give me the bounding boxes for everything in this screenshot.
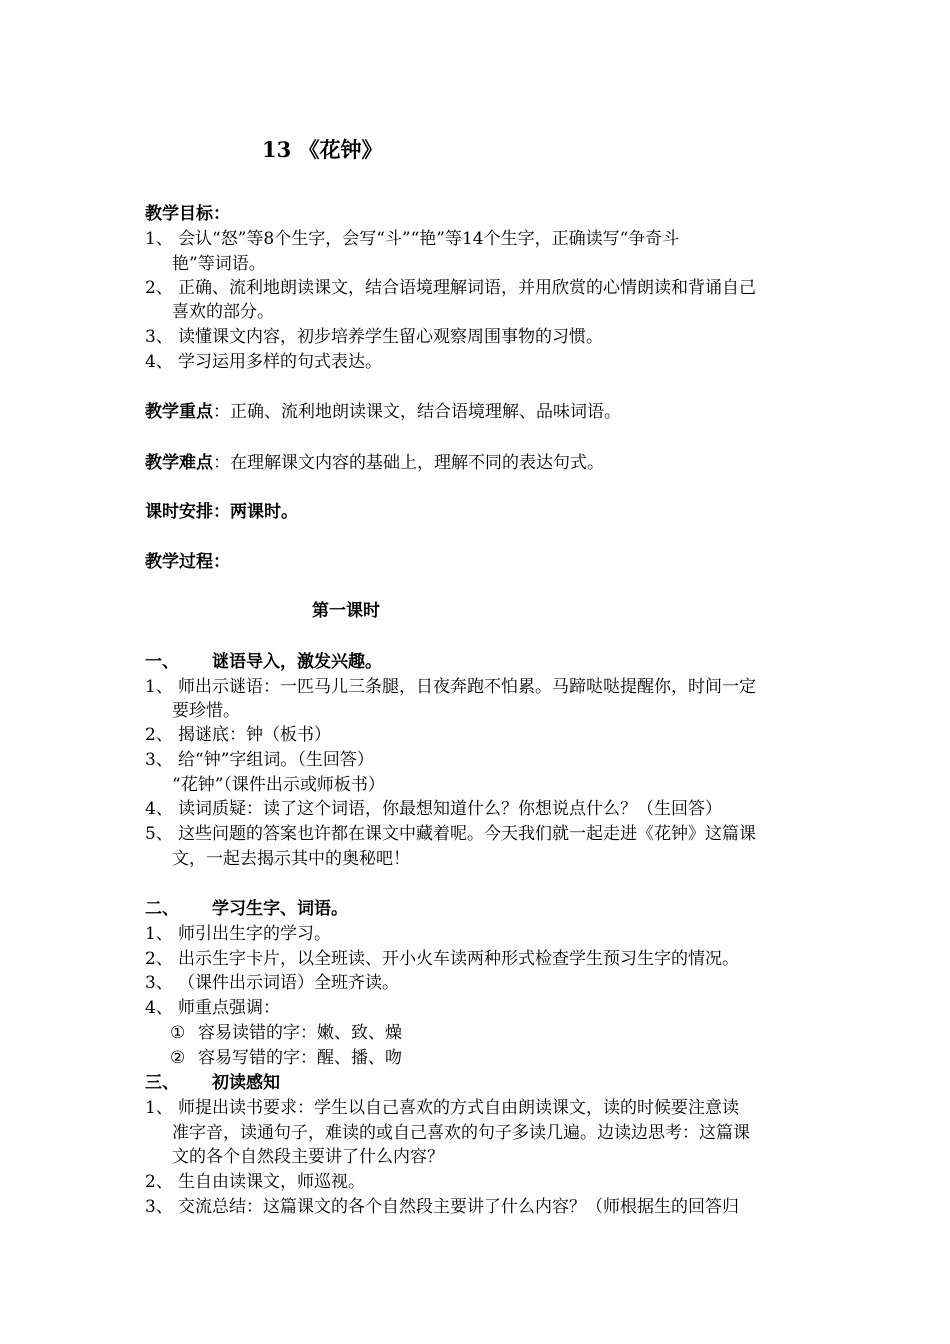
document-title: 13 《花钟》 <box>262 137 383 162</box>
key-point <box>145 400 621 425</box>
section3-item-text-cont: 文的各个自然段主要讲了什么内容？ <box>172 1147 444 1167</box>
section2-item-text: 师引出生字的学习。 <box>178 924 331 944</box>
section2-num: 二、 <box>145 899 179 919</box>
section1-item-num: 3、 <box>145 750 173 770</box>
section2-item-num: 1、 <box>145 924 173 944</box>
section2-subitem-text: 容易写错的字：醒、播、吻 <box>198 1048 402 1068</box>
difficulty-label: 教学难点 <box>145 453 213 473</box>
section3-item-text-cont: 准字音，读通句子，难读的或自己喜欢的句子多读几遍。边读边思考：这篇课 <box>172 1123 750 1143</box>
difficulty-text: ：在理解课文内容的基础上，理解不同的表达句式。 <box>213 453 604 473</box>
section2-title: 学习生字、词语。 <box>212 899 348 919</box>
section3-item-num: 3、 <box>145 1197 173 1217</box>
objective-text: 学习运用多样的句式表达。 <box>178 352 382 372</box>
section1-item-text: 读词质疑：读了这个词语，你最想知道什么？你想说点什么？（生回答） <box>178 799 722 819</box>
section3-num: 三、 <box>145 1073 179 1093</box>
section1-item-text: 师出示谜语：一匹马儿三条腿，日夜奔跑不怕累。马蹄哒哒提醒你，时间一定 <box>178 677 756 697</box>
schedule: 课时安排：两课时。 <box>145 502 298 522</box>
section2-subitem-num: ① <box>170 1023 186 1043</box>
objective-num: 3、 <box>145 327 173 347</box>
section1-item-text: 给“钟”字组词。（生回答） <box>178 750 374 770</box>
section1-item-num: 1、 <box>145 677 173 697</box>
section3-item-text: 交流总结：这篇课文的各个自然段主要讲了什么内容？（师根据生的回答归 <box>178 1197 739 1217</box>
section1-title: 谜语导入，激发兴趣。 <box>212 652 382 672</box>
section1-num: 一、 <box>145 652 179 672</box>
objective-num: 1、 <box>145 229 173 249</box>
section2-subitem-text: 容易读错的字：嫩、致、燥 <box>198 1023 402 1043</box>
section2-item-text: 师重点强调： <box>178 998 280 1018</box>
section1-item-text-cont: 文，一起去揭示其中的奥秘吧！ <box>172 849 410 869</box>
section3-item-num: 1、 <box>145 1098 173 1118</box>
key-point-text: ：正确、流利地朗读课文，结合语境理解、品味词语。 <box>213 402 621 422</box>
objective-text-cont: 喜欢的部分。 <box>172 302 274 322</box>
section3-title: 初读感知 <box>212 1073 280 1093</box>
lesson1-heading: 第一课时 <box>312 601 380 621</box>
section1-item-text: 这些问题的答案也许都在课文中藏着呢。今天我们就一起走进《花钟》这篇课 <box>178 824 756 844</box>
process-heading: 教学过程： <box>145 552 230 572</box>
section3-item-num: 2、 <box>145 1172 173 1192</box>
objectives-heading: 教学目标： <box>145 204 230 224</box>
section1-item-text: 揭谜底：钟（板书） <box>178 725 331 745</box>
section3-item-text: 师提出读书要求：学生以自己喜欢的方式自由朗读课文，读的时候要注意读 <box>178 1098 739 1118</box>
objective-text: 正确、流利地朗读课文，结合语境理解词语，并用欣赏的心情朗读和背诵自己 <box>178 278 756 298</box>
section2-item-num: 2、 <box>145 949 173 969</box>
section2-item-text: （课件出示词语）全班齐读。 <box>178 973 399 993</box>
difficulty <box>145 451 604 476</box>
section2-subitem-num: ② <box>170 1048 186 1068</box>
section1-item-text-cont: 要珍惜。 <box>172 701 240 721</box>
objective-num: 4、 <box>145 352 173 372</box>
section2-item-text: 出示生字卡片，以全班读、开小火车读两种形式检查学生预习生字的情况。 <box>178 949 739 969</box>
section1-item-text-cont: “花钟”（课件出示或师板书） <box>172 775 385 795</box>
section1-item-num: 2、 <box>145 725 173 745</box>
key-point-label: 教学重点 <box>145 402 213 422</box>
objective-text: 会认“怒”等8个生字，会写“斗”“艳”等14个生字，正确读写“争奇斗 <box>178 229 680 249</box>
section3-item-text: 生自由读课文，师巡视。 <box>178 1172 365 1192</box>
section1-item-num: 4、 <box>145 799 173 819</box>
objective-text-cont: 艳”等词语。 <box>172 254 266 274</box>
objective-num: 2、 <box>145 278 173 298</box>
section1-item-num: 5、 <box>145 824 173 844</box>
section2-item-num: 3、 <box>145 973 173 993</box>
section2-item-num: 4、 <box>145 998 173 1018</box>
objective-text: 读懂课文内容，初步培养学生留心观察周围事物的习惯。 <box>178 327 603 347</box>
